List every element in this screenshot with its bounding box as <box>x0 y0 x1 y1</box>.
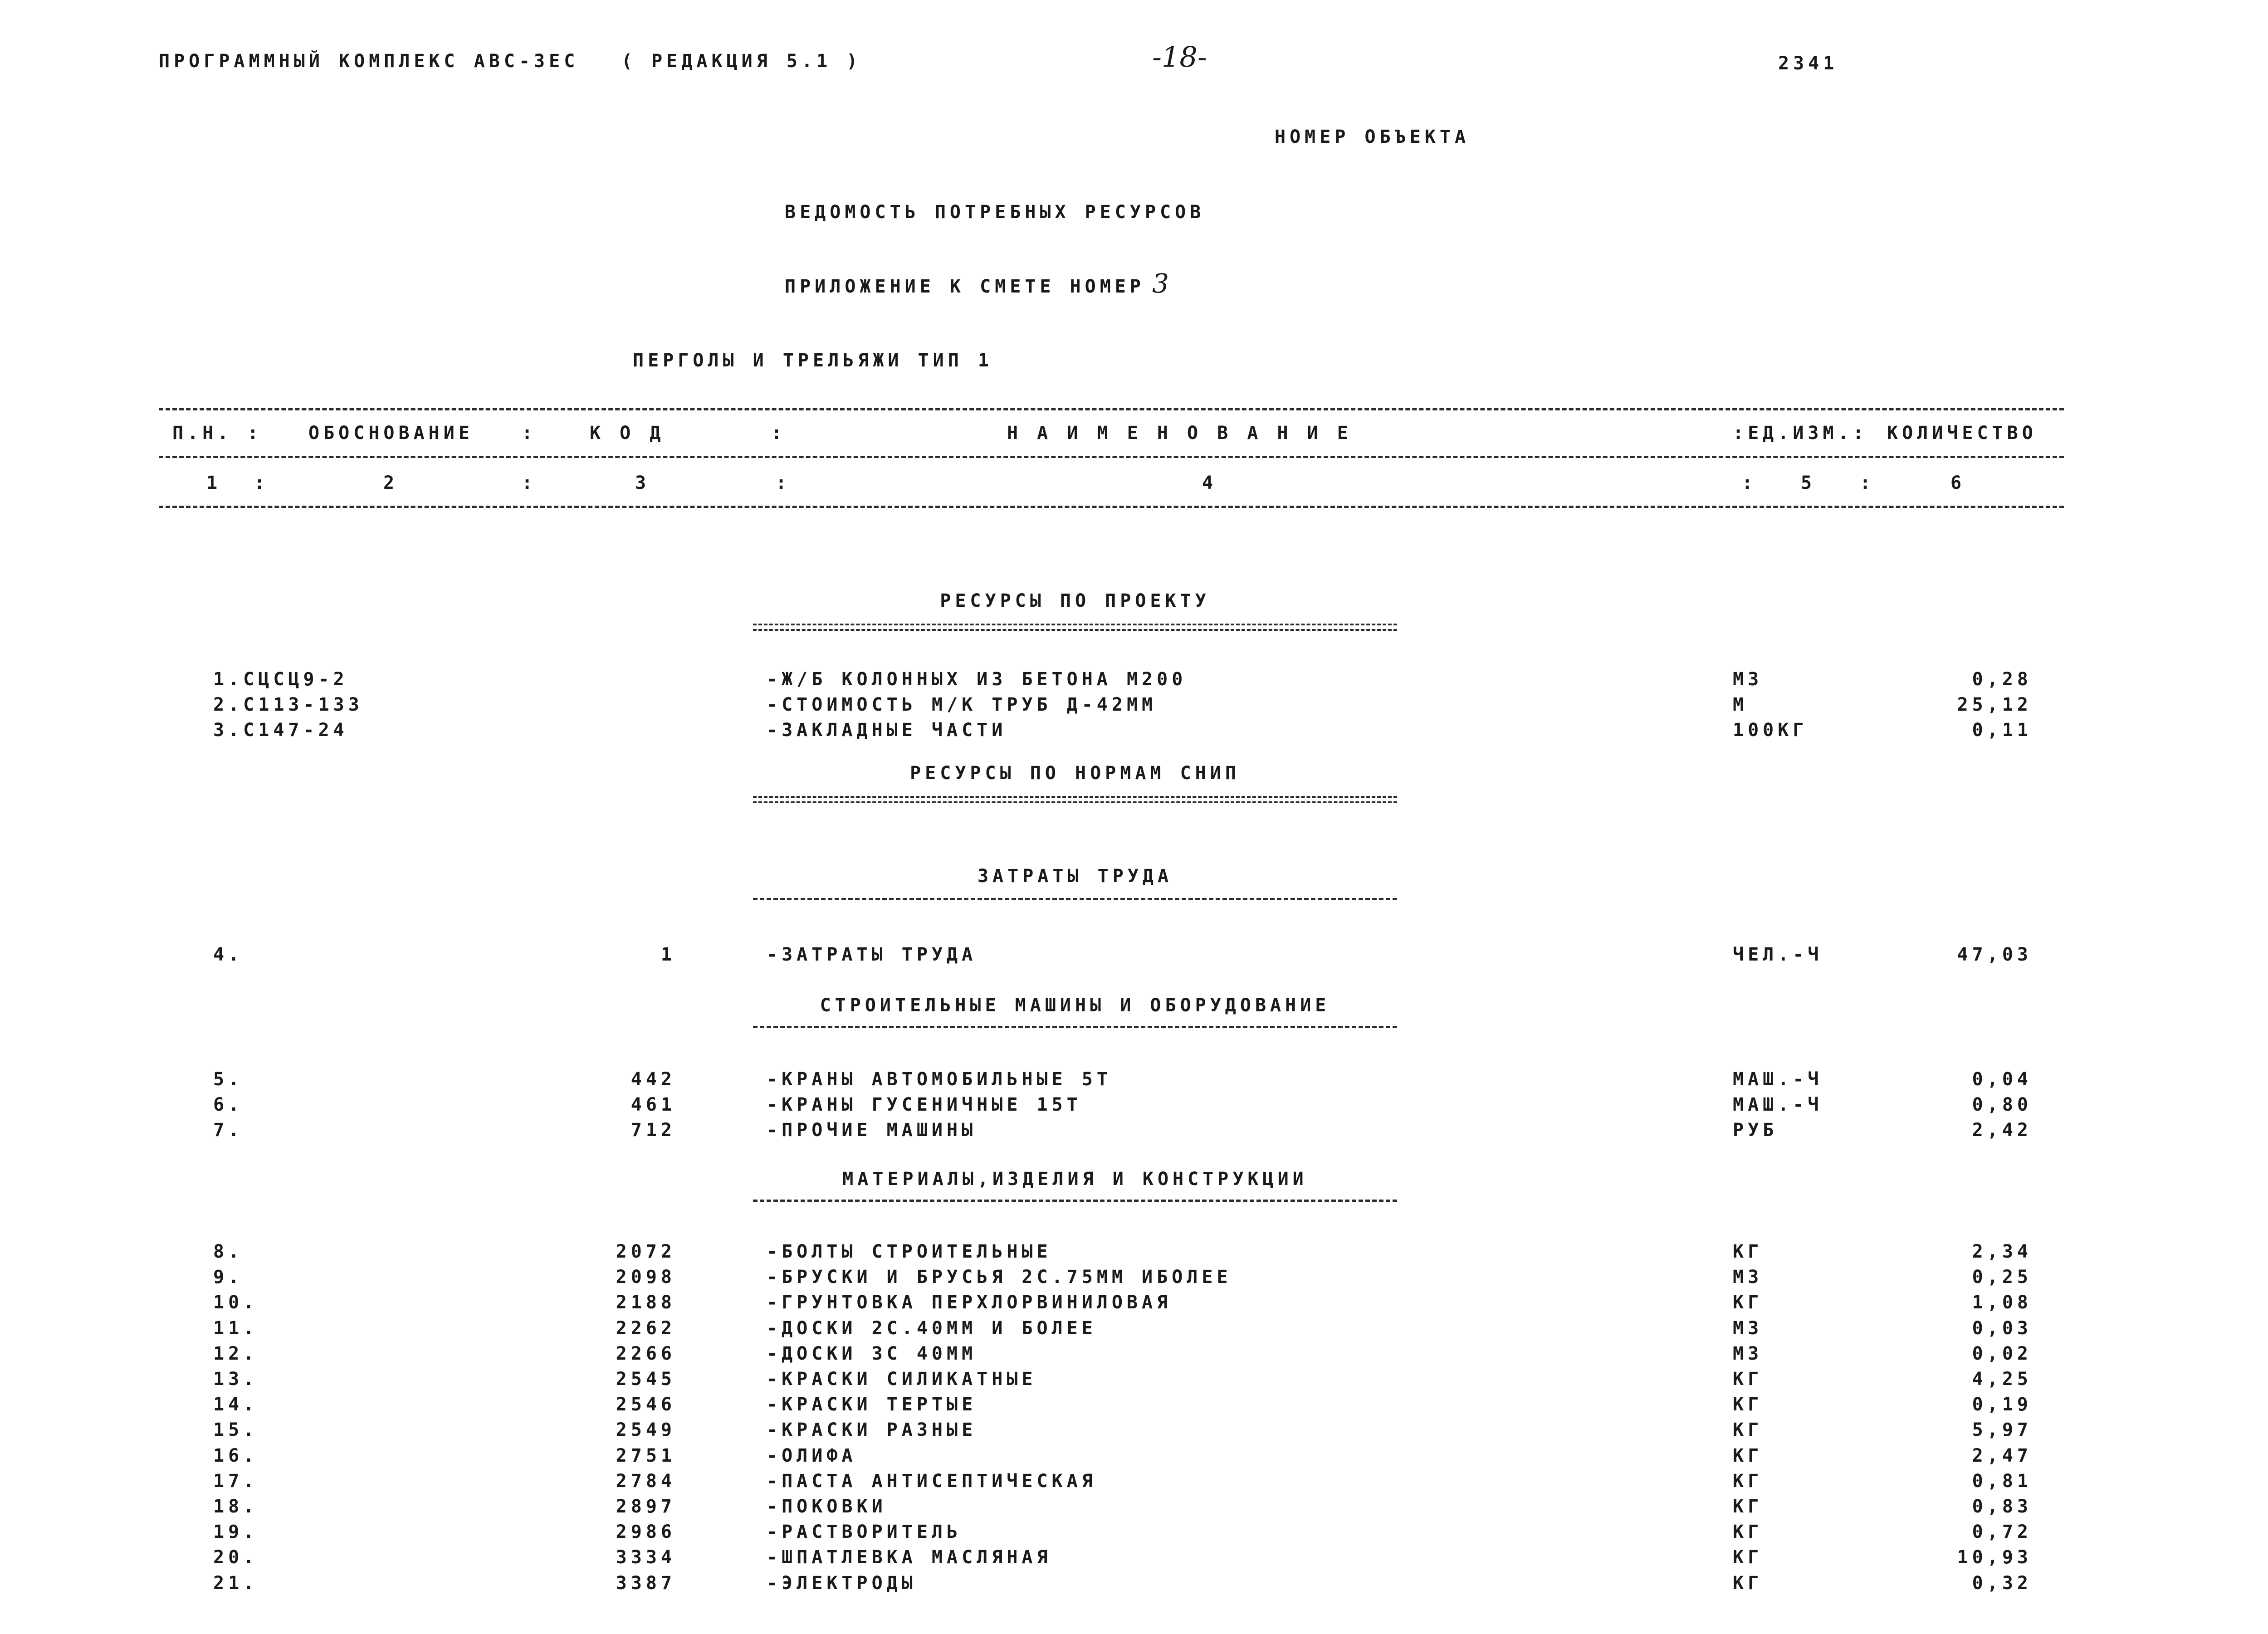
section-underline <box>753 898 1397 900</box>
col-num: 6 <box>1950 473 1966 493</box>
name-cell: -ПОКОВКИ <box>767 1496 887 1517</box>
unit-cell: МАШ.-Ч <box>1733 1069 1823 1090</box>
qty-cell: 0,25 <box>1972 1267 2032 1288</box>
col-header-sep: : <box>771 423 787 444</box>
name-cell: -ДОСКИ 2С.40ММ И БОЛЕЕ <box>767 1318 1097 1339</box>
code-cell: 2266 <box>616 1343 676 1364</box>
code-cell: 2072 <box>616 1241 676 1262</box>
name-cell: -ПРОЧИЕ МАШИНЫ <box>767 1120 977 1141</box>
col-header-code: К О Д <box>590 423 665 444</box>
object-subtitle: ПЕРГОЛЫ И ТРЕЛЬЯЖИ ТИП 1 <box>633 350 993 371</box>
qty-cell: 0,83 <box>1972 1496 2032 1517</box>
appendix-label: ПРИЛОЖЕНИЕ К СМЕТЕ НОМЕР <box>785 276 1145 297</box>
unit-cell: КГ <box>1733 1547 1763 1568</box>
row-number-cell: 11. <box>213 1318 259 1339</box>
qty-cell: 4,25 <box>1972 1369 2032 1390</box>
name-cell: -Ж/Б КОЛОННЫХ ИЗ БЕТОНА М200 <box>767 669 1187 690</box>
code-cell: 461 <box>631 1094 676 1115</box>
code-cell: 2897 <box>616 1496 676 1517</box>
col-num-sep: : <box>254 473 269 493</box>
sheet-number: 2341 <box>1778 53 1838 74</box>
qty-cell: 0,72 <box>1972 1522 2032 1542</box>
name-cell: -КРАСКИ СИЛИКАТНЫЕ <box>767 1369 1037 1390</box>
code-cell: 2549 <box>616 1419 676 1440</box>
name-cell: -СТОИМОСТЬ М/К ТРУБ Д-42ММ <box>767 694 1157 715</box>
qty-cell: 0,32 <box>1972 1573 2032 1594</box>
unit-cell: КГ <box>1733 1496 1763 1517</box>
col-num: 4 <box>1202 473 1217 493</box>
basis-cell: 1.СЦСЦ9-2 <box>213 669 348 690</box>
unit-cell: КГ <box>1733 1419 1763 1440</box>
edition: ( РЕДАКЦИЯ 5.1 ) <box>621 51 862 72</box>
section-title-snip: РЕСУРСЫ ПО НОРМАМ СНИП <box>910 763 1240 784</box>
code-cell: 442 <box>631 1069 676 1090</box>
page-number-handwritten: -18- <box>1152 40 1207 73</box>
row-number-cell: 15. <box>213 1419 259 1440</box>
name-cell: -ЭЛЕКТРОДЫ <box>767 1573 917 1594</box>
unit-cell: РУБ <box>1733 1120 1778 1141</box>
name-cell: -ШПАТЛЕВКА МАСЛЯНАЯ <box>767 1547 1052 1568</box>
unit-cell: М3 <box>1733 1267 1763 1288</box>
unit-cell: М3 <box>1733 669 1763 690</box>
name-cell: -БОЛТЫ СТРОИТЕЛЬНЫЕ <box>767 1241 1052 1262</box>
qty-cell: 0,02 <box>1972 1343 2032 1364</box>
code-cell: 2751 <box>616 1445 676 1466</box>
code-cell: 712 <box>631 1120 676 1141</box>
code-cell: 2188 <box>616 1292 676 1313</box>
qty-cell: 25,12 <box>1957 694 2032 715</box>
row-number-cell: 4. <box>213 944 244 965</box>
col-num: 2 <box>383 473 399 493</box>
unit-cell: КГ <box>1733 1394 1763 1415</box>
name-cell: -ЗАТРАТЫ ТРУДА <box>767 944 977 965</box>
name-cell: -ПАСТА АНТИСЕПТИЧЕСКАЯ <box>767 1471 1097 1492</box>
name-cell: -КРАНЫ ГУСЕНИЧНЫЕ 15Т <box>767 1094 1082 1115</box>
col-header-basis: ОБОСНОВАНИЕ <box>308 423 474 444</box>
qty-cell: 2,34 <box>1972 1241 2032 1262</box>
col-num: 5 <box>1801 473 1816 493</box>
row-number-cell: 16. <box>213 1445 259 1466</box>
row-number-cell: 14. <box>213 1394 259 1415</box>
col-num: 1 <box>206 473 222 493</box>
code-cell: 2784 <box>616 1471 676 1492</box>
row-number-cell: 18. <box>213 1496 259 1517</box>
col-num-sep: : <box>776 473 791 493</box>
row-number-cell: 20. <box>213 1547 259 1568</box>
row-number-cell: 5. <box>213 1069 244 1090</box>
section-underline <box>753 1026 1397 1028</box>
row-number-cell: 19. <box>213 1522 259 1542</box>
code-cell: 2545 <box>616 1369 676 1390</box>
row-number-cell: 8. <box>213 1241 244 1262</box>
appendix-number-handwritten: 3 <box>1152 268 1169 299</box>
unit-cell: ЧЕЛ.-Ч <box>1733 944 1823 965</box>
col-header-qty: КОЛИЧЕСТВО <box>1887 423 2037 444</box>
col-header-unit: :ЕД.ИЗМ.: <box>1733 423 1868 444</box>
code-cell: 3387 <box>616 1573 676 1594</box>
row-number-cell: 9. <box>213 1267 244 1288</box>
col-header-no: П.Н. : <box>172 423 263 444</box>
table-rule-bottom <box>159 506 2064 508</box>
unit-cell: КГ <box>1733 1471 1763 1492</box>
row-number-cell: 6. <box>213 1094 244 1115</box>
unit-cell: М <box>1733 694 1748 715</box>
code-cell: 3334 <box>616 1547 676 1568</box>
object-number-label: НОМЕР ОБЪЕКТА <box>1275 127 1470 147</box>
qty-cell: 2,47 <box>1972 1445 2032 1466</box>
name-cell: -КРАНЫ АВТОМОБИЛЬНЫЕ 5Т <box>767 1069 1112 1090</box>
code-cell: 2262 <box>616 1318 676 1339</box>
row-number-cell: 10. <box>213 1292 259 1313</box>
qty-cell: 2,42 <box>1972 1120 2032 1141</box>
col-header-sep: : <box>522 423 537 444</box>
unit-cell: М3 <box>1733 1318 1763 1339</box>
section-underline <box>753 624 1397 631</box>
qty-cell: 0,28 <box>1972 669 2032 690</box>
unit-cell: КГ <box>1733 1369 1763 1390</box>
row-number-cell: 13. <box>213 1369 259 1390</box>
col-num-sep: : <box>522 473 537 493</box>
unit-cell: КГ <box>1733 1522 1763 1542</box>
qty-cell: 5,97 <box>1972 1419 2032 1440</box>
table-rule-mid <box>159 456 2064 458</box>
basis-cell: 2.С113-133 <box>213 694 363 715</box>
document-title: ВЕДОМОСТЬ ПОТРЕБНЫХ РЕСУРСОВ <box>785 202 1205 223</box>
row-number-cell: 12. <box>213 1343 259 1364</box>
name-cell: -ГРУНТОВКА ПЕРХЛОРВИНИЛОВАЯ <box>767 1292 1172 1313</box>
section-title-project: РЕСУРСЫ ПО ПРОЕКТУ <box>940 590 1210 611</box>
qty-cell: 0,03 <box>1972 1318 2032 1339</box>
col-num: 3 <box>635 473 650 493</box>
unit-cell: КГ <box>1733 1573 1763 1594</box>
section-underline <box>753 796 1397 803</box>
qty-cell: 10,93 <box>1957 1547 2032 1568</box>
row-number-cell: 17. <box>213 1471 259 1492</box>
program-name: ПРОГРАММНЫЙ КОМПЛЕКС АВС-3ЕС <box>159 51 579 72</box>
row-number-cell: 7. <box>213 1120 244 1141</box>
name-cell: -ДОСКИ 3С 40ММ <box>767 1343 977 1364</box>
unit-cell: М3 <box>1733 1343 1763 1364</box>
name-cell: -КРАСКИ ТЕРТЫЕ <box>767 1394 977 1415</box>
row-number-cell: 21. <box>213 1573 259 1594</box>
qty-cell: 0,04 <box>1972 1069 2032 1090</box>
code-cell: 1 <box>660 944 676 965</box>
code-cell: 2098 <box>616 1267 676 1288</box>
section-title-machines: СТРОИТЕЛЬНЫЕ МАШИНЫ И ОБОРУДОВАНИЕ <box>820 995 1330 1016</box>
name-cell: -КРАСКИ РАЗНЫЕ <box>767 1419 977 1440</box>
col-header-name: Н А И М Е Н О В А Н И Е <box>1007 423 1352 444</box>
col-num-sep: : <box>1860 473 1875 493</box>
name-cell: -БРУСКИ И БРУСЬЯ 2С.75ММ ИБОЛЕЕ <box>767 1267 1232 1288</box>
unit-cell: МАШ.-Ч <box>1733 1094 1823 1115</box>
unit-cell: КГ <box>1733 1445 1763 1466</box>
qty-cell: 47,03 <box>1957 944 2032 965</box>
unit-cell: КГ <box>1733 1241 1763 1262</box>
qty-cell: 0,80 <box>1972 1094 2032 1115</box>
name-cell: -ЗАКЛАДНЫЕ ЧАСТИ <box>767 720 1007 741</box>
section-underline <box>753 1200 1397 1202</box>
qty-cell: 0,19 <box>1972 1394 2032 1415</box>
section-title-labor: ЗАТРАТЫ ТРУДА <box>977 866 1173 887</box>
code-cell: 2986 <box>616 1522 676 1542</box>
name-cell: -ОЛИФА <box>767 1445 857 1466</box>
col-num-sep: : <box>1742 473 1757 493</box>
basis-cell: 3.С147-24 <box>213 720 348 741</box>
qty-cell: 1,08 <box>1972 1292 2032 1313</box>
section-title-materials: МАТЕРИАЛЫ,ИЗДЕЛИЯ И КОНСТРУКЦИИ <box>842 1169 1308 1190</box>
qty-cell: 0,81 <box>1972 1471 2032 1492</box>
unit-cell: КГ <box>1733 1292 1763 1313</box>
unit-cell: 100КГ <box>1733 720 1808 741</box>
name-cell: -РАСТВОРИТЕЛЬ <box>767 1522 962 1542</box>
code-cell: 2546 <box>616 1394 676 1415</box>
table-rule-top <box>159 408 2064 410</box>
qty-cell: 0,11 <box>1972 720 2032 741</box>
